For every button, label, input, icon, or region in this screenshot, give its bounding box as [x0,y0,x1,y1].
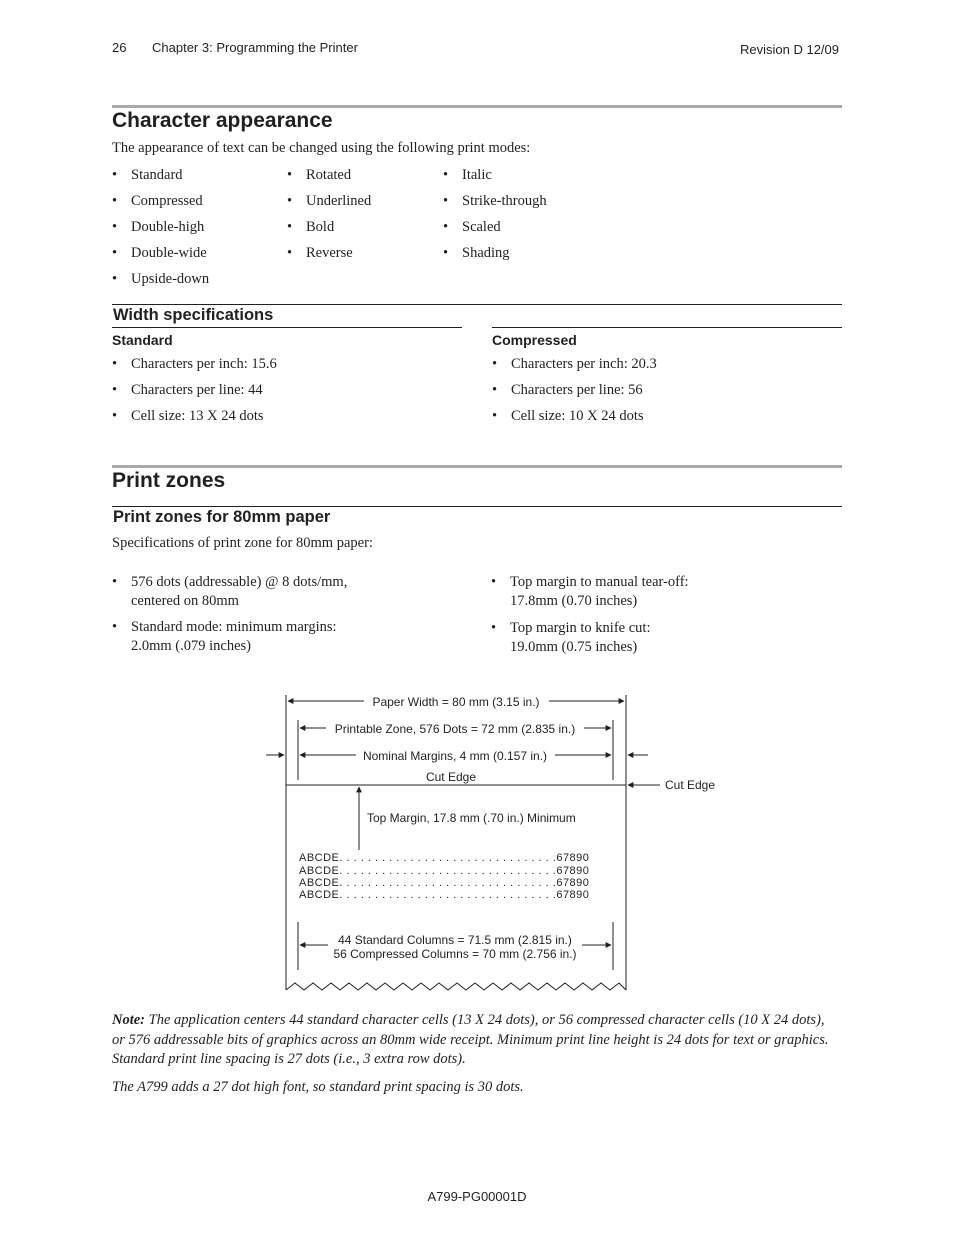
print-zone-spec-list-left [112,573,347,656]
standard-spec-list [112,355,277,426]
list-item-line: 576 dots (addressable) @ 8 dots/mm, [131,574,348,590]
section-rule [112,105,842,108]
cut-edge-top-label: Cut Edge [425,770,477,784]
character-appearance-intro: The appearance of text can be changed using the following print modes: [112,140,531,156]
sample-print-line: ABCDE. . . . . . . . . . . . . . . . . . . . . . . . . . . . . . .67890 [299,852,590,864]
list-item: • Compressed [112,192,209,211]
list-item: • Standard [112,166,209,185]
sample-print-line: ABCDE. . . . . . . . . . . . . . . . . . . . . . . . . . . . . . .67890 [299,865,590,877]
list-item-line: 2.0mm (.079 inches) [131,638,252,654]
subsection-rule [112,506,842,507]
print-mode-list-1 [112,166,209,289]
compressed-spec-list [492,355,657,426]
column-rule-compressed [492,327,842,328]
list-item-line: 17.8mm (0.70 inches) [510,593,638,609]
print-zones-intro: Specifications of print zone for 80mm paper: [112,535,373,551]
list-item: • Rotated [287,166,371,185]
list-item: • Cell size: 13 X 24 dots [112,407,277,426]
note-second-paragraph: The A799 adds a 27 dot high font, so standard print spacing is 30 dots. [112,1079,524,1095]
subsection-title-print-zones-80mm: Print zones for 80mm paper [113,508,331,526]
subsection-rule [112,304,842,305]
print-mode-list-3 [443,166,547,263]
list-item: • Characters per line: 44 [112,381,277,400]
print-zone-spec-list-right [491,573,689,657]
sample-print-line: ABCDE. . . . . . . . . . . . . . . . . . . . . . . . . . . . . . .67890 [299,877,590,889]
list-item-line: Standard mode: minimum margins: [131,619,337,635]
chapter-title: Chapter 3: Programming the Printer [152,40,358,55]
torn-paper-edge [286,983,626,990]
list-item: • Characters per inch: 15.6 [112,355,277,374]
list-item-line: Top margin to manual tear-off: [510,574,689,590]
list-item: • Shading [443,244,547,263]
list-item [491,573,689,611]
list-item: • Reverse [287,244,371,263]
list-item [112,573,347,611]
paper-width-label: Paper Width = 80 mm (3.15 in.) [372,695,540,709]
note-label: Note: [112,1012,146,1028]
page-number: 26 [112,40,127,55]
list-item: • Bold [287,218,371,237]
compressed-heading: Compressed [492,332,577,348]
document-id: A799-PG00001D [427,1189,527,1204]
list-item: • Italic [443,166,547,185]
list-item-line: centered on 80mm [131,593,239,609]
cut-edge-side-label: Cut Edge [665,778,716,792]
printable-zone-label: Printable Zone, 576 Dots = 72 mm (2.835 in.) [334,722,576,736]
print-zone-diagram [262,690,732,1000]
sample-print-line: ABCDE. . . . . . . . . . . . . . . . . . . . . . . . . . . . . . .67890 [299,889,590,901]
compressed-columns-label: 56 Compressed Columns = 70 mm (2.756 in.) [333,947,577,961]
list-item: • Double-wide [112,244,209,263]
section-title-print-zones: Print zones [112,469,226,492]
list-item: • Strike-through [443,192,547,211]
print-mode-list-2 [287,166,371,263]
list-item: • Characters per line: 56 [492,381,657,400]
nominal-margins-label: Nominal Margins, 4 mm (0.157 in.) [362,749,548,763]
list-item: • Scaled [443,218,547,237]
column-rule-standard [112,327,462,328]
note-text: The application centers 44 standard character cells (13 X 24 dots), or 56 compressed character cells (10 X 24 dots), or 576 addressable bits of graphics across an 80mm wide receipt. Minimum print line height is 24 dots for text or graphics. Standard print line spacing is 27 dots (i.e., 3 extra row dots). [112,1012,829,1067]
list-item: • Double-high [112,218,209,237]
list-item: • Cell size: 10 X 24 dots [492,407,657,426]
list-item: • Characters per inch: 20.3 [492,355,657,374]
section-title-character-appearance: Character appearance [112,109,333,132]
list-item: • Upside-down [112,270,209,289]
note-paragraph [112,1011,832,1070]
list-item: • Underlined [287,192,371,211]
section-rule [112,465,842,468]
list-item [112,618,347,656]
standard-heading: Standard [112,332,173,348]
list-item-line: Top margin to knife cut: [510,620,651,636]
list-item [491,619,689,657]
revision-label: Revision D 12/09 [740,42,839,57]
subsection-title-width-specifications: Width specifications [113,306,274,324]
standard-columns-label: 44 Standard Columns = 71.5 mm (2.815 in.) [338,933,572,947]
top-margin-label: Top Margin, 17.8 mm (.70 in.) Minimum [367,811,576,825]
list-item-line: 19.0mm (0.75 inches) [510,639,638,655]
